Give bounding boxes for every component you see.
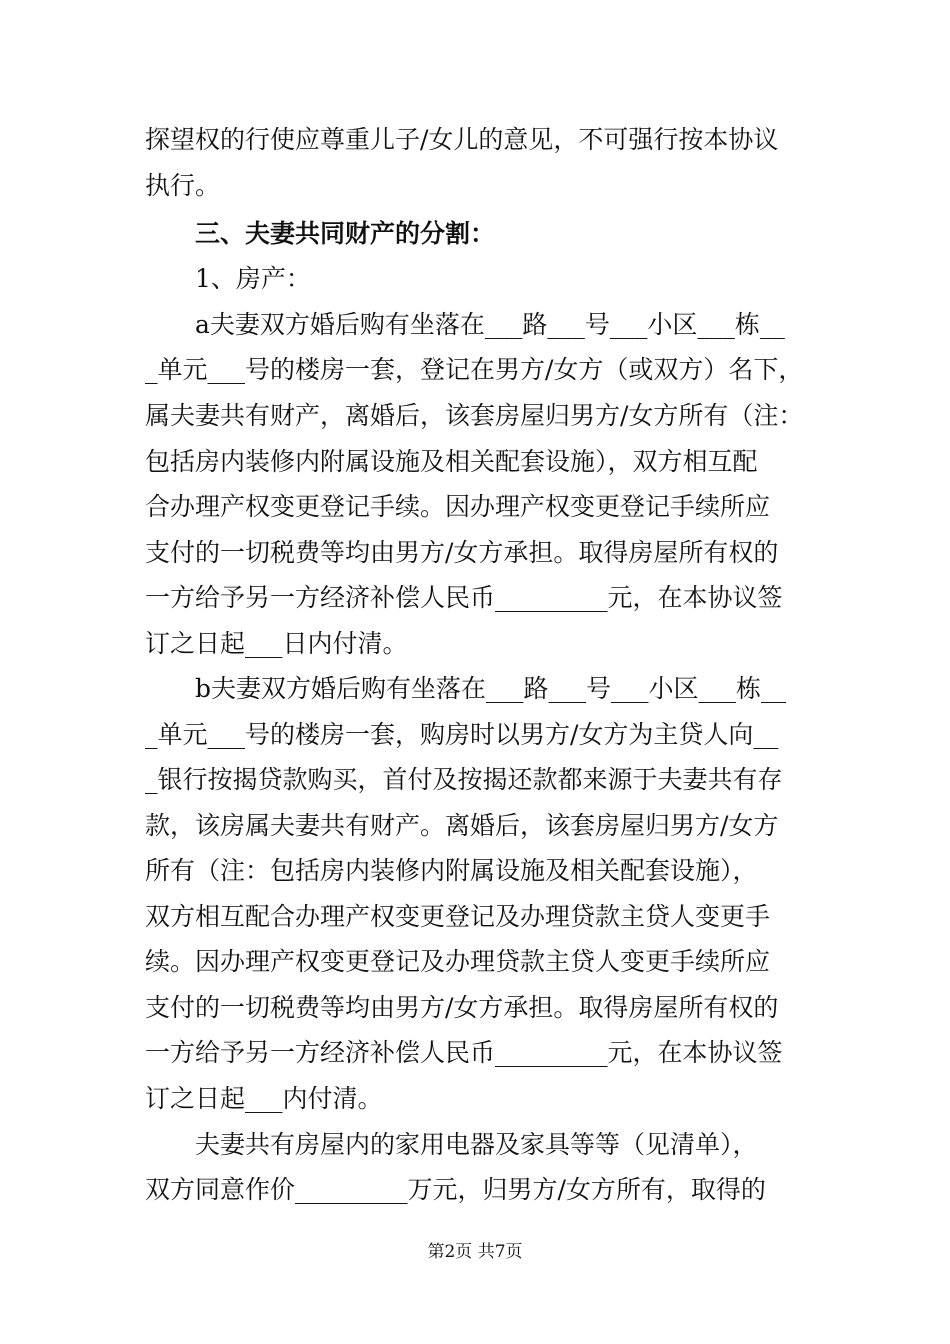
text-line-2: 执行。: [145, 171, 221, 200]
text-line-17: 所有（注：包括房内装修内附属设施及相关配套设施），: [145, 856, 758, 885]
text-line-23: 夫妻共有房屋内的家用电器及家具等等（见清单），: [195, 1130, 758, 1159]
subsection-heading: 1、房产：: [195, 264, 311, 293]
text-line-22: 订之日起___内付清。: [145, 1084, 383, 1113]
text-line-21: 一方给予另一方经济补偿人民币_________元，在本协议签: [145, 1038, 783, 1067]
text-line-16: 款，该房属夫妻共有财产。离婚后，该套房屋归男方/女方: [145, 811, 779, 840]
text-line-15: _银行按揭贷款购买，首付及按揭还款都来源于夫妻共有存: [145, 765, 783, 794]
text-line-11: 一方给予另一方经济补偿人民币_________元，在本协议签: [145, 583, 783, 612]
text-line-14: _单元___号的楼房一套，购房时以男方/女方为主贷人向__: [145, 720, 779, 749]
text-line-20: 支付的一切税费等均由男方/女方承担。取得房屋所有权的: [145, 993, 779, 1022]
text-line-9: 合办理产权变更登记手续。因办理产权变更登记手续所应: [145, 492, 771, 521]
text-line-19: 续。因办理产权变更登记及办理贷款主贷人变更手续所应: [145, 947, 771, 976]
text-line-24: 双方同意作价_________万元，归男方/女方所有，取得的: [145, 1175, 766, 1204]
text-line-5: a夫妻双方婚后购有坐落在___路___号___小区___栋__: [195, 310, 785, 339]
text-line-6: _单元___号的楼房一套，登记在男方/女方（或双方）名下，: [145, 355, 804, 384]
text-line-10: 支付的一切税费等均由男方/女方承担。取得房屋所有权的: [145, 538, 779, 567]
text-line-18: 双方相互配合办理产权变更登记及办理贷款主贷人变更手: [145, 902, 771, 931]
text-line-1: 探望权的行使应尊重儿子/女儿的意见，不可强行按本协议: [145, 125, 779, 154]
section-heading: 三、夫妻共同财产的分割：: [195, 219, 496, 248]
text-line-13: b夫妻双方婚后购有坐落在___路___号___小区___栋__: [195, 674, 787, 703]
text-line-8: 包括房内装修内附属设施及相关配套设施），双方相互配: [145, 447, 758, 476]
page-number-footer: 第2页 共7页: [427, 1242, 523, 1262]
text-line-12: 订之日起___日内付清。: [145, 629, 408, 658]
text-line-7: 属夫妻共有财产，离婚后，该套房屋归男方/女方所有（注：: [145, 401, 804, 430]
